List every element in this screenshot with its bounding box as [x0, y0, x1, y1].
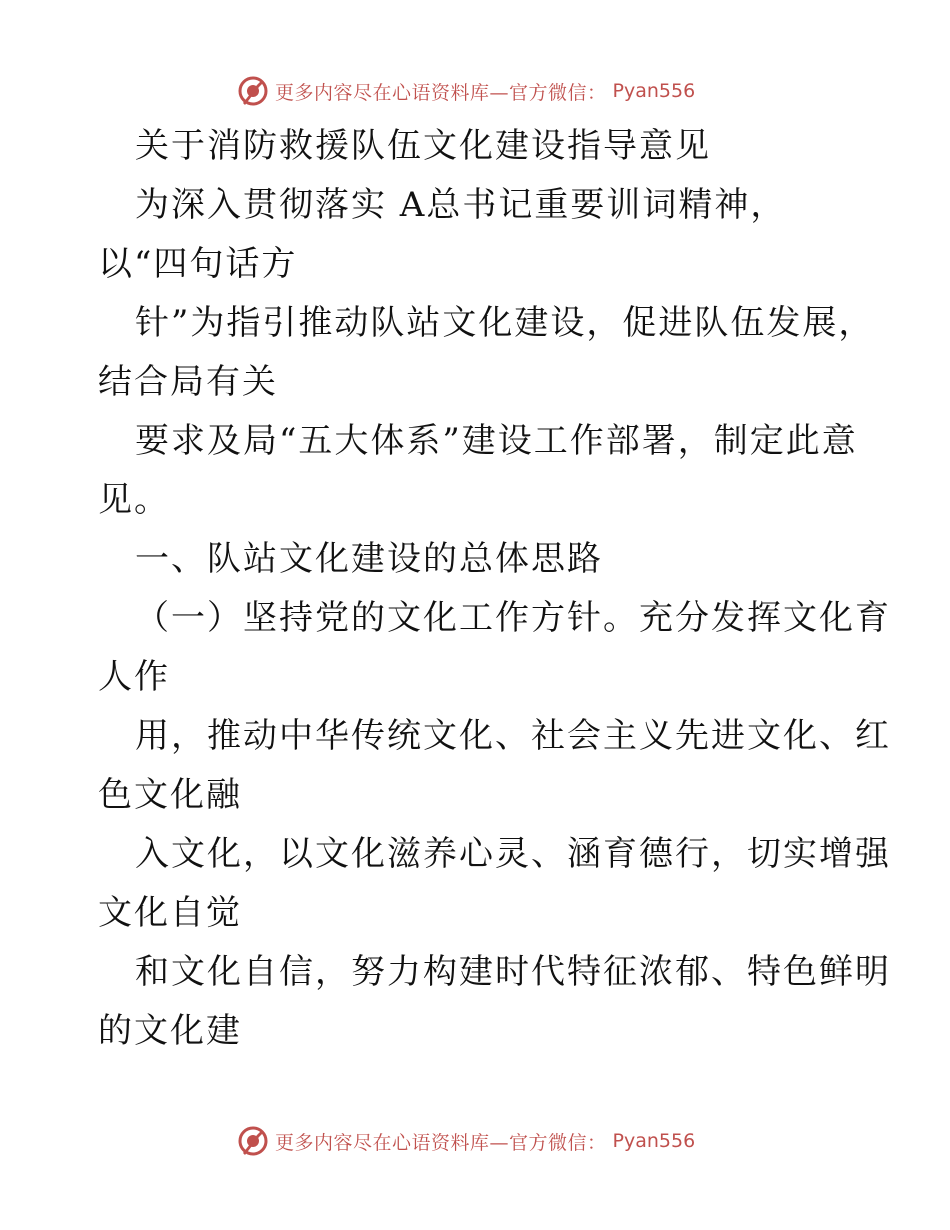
paragraph-line: 入文化，以文化滋养心灵、涵育德行，切实增强	[135, 834, 891, 874]
pen-logo-icon	[237, 1125, 269, 1157]
watermark-text: 更多内容尽在心语资料库—官方微信：	[275, 81, 607, 104]
paragraph-line: 以“四句话方	[98, 244, 298, 284]
paragraph-line: 色文化融	[98, 775, 242, 815]
pen-logo-icon	[237, 75, 269, 107]
paragraph-line: 结合局有关	[98, 362, 278, 402]
watermark-wechat-id: Pyan556	[612, 80, 696, 102]
paragraph-line: 文化自觉	[98, 893, 242, 933]
paragraph-line: 和文化自信，努力构建时代特征浓郁、特色鲜明	[135, 952, 891, 992]
watermark-text: 更多内容尽在心语资料库—官方微信：	[275, 1131, 607, 1154]
watermark-wechat-id: Pyan556	[612, 1130, 696, 1152]
paragraph-line: （一）坚持党的文化工作方针。充分发挥文化育	[135, 598, 891, 638]
footer-watermark	[237, 1124, 695, 1158]
header-watermark	[237, 74, 695, 108]
document-title: 关于消防救援队伍文化建设指导意见	[135, 126, 711, 166]
paragraph-line: 用，推动中华传统文化、社会主义先进文化、红	[135, 716, 891, 756]
paragraph-line: 为深入贯彻落实 A总书记重要训词精神，	[135, 185, 787, 225]
section-heading: 一、队站文化建设的总体思路	[135, 539, 603, 579]
paragraph-line: 针”为指引推动队站文化建设，促进队伍发展，	[135, 303, 875, 343]
paragraph-line: 人作	[98, 657, 170, 697]
paragraph-line: 见。	[98, 480, 170, 520]
paragraph-line: 的文化建	[98, 1011, 242, 1051]
paragraph-line: 要求及局“五大体系”建设工作部署，制定此意	[135, 421, 858, 461]
